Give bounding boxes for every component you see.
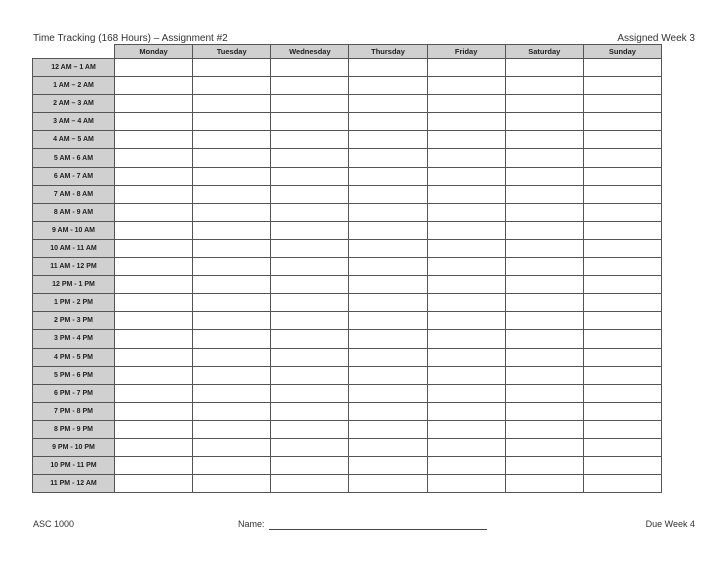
entry-cell-wednesday[interactable] — [271, 457, 349, 475]
entry-cell-friday[interactable] — [427, 221, 505, 239]
table-row — [33, 258, 662, 276]
entry-cell-sunday[interactable] — [583, 384, 661, 402]
entry-cell-monday[interactable] — [115, 438, 193, 456]
day-header-row — [33, 45, 662, 59]
entry-cell-sunday[interactable] — [583, 113, 661, 131]
day-header-tuesday: Tuesday — [193, 45, 271, 59]
entry-cell-saturday[interactable] — [505, 221, 583, 239]
entry-cell-tuesday[interactable] — [193, 402, 271, 420]
entry-cell-sunday[interactable] — [583, 203, 661, 221]
entry-cell-saturday[interactable] — [505, 475, 583, 493]
entry-cell-tuesday[interactable] — [193, 475, 271, 493]
entry-cell-sunday[interactable] — [583, 59, 661, 77]
entry-cell-monday[interactable] — [115, 59, 193, 77]
entry-cell-saturday[interactable] — [505, 113, 583, 131]
entry-cell-thursday[interactable] — [349, 77, 427, 95]
entry-cell-sunday[interactable] — [583, 366, 661, 384]
table-row — [33, 402, 662, 420]
entry-cell-monday[interactable] — [115, 312, 193, 330]
entry-cell-wednesday[interactable] — [271, 294, 349, 312]
entry-cell-thursday[interactable] — [349, 366, 427, 384]
entry-cell-monday[interactable] — [115, 330, 193, 348]
entry-cell-friday[interactable] — [427, 384, 505, 402]
entry-cell-tuesday[interactable] — [193, 438, 271, 456]
entry-cell-friday[interactable] — [427, 59, 505, 77]
day-header-sunday: Sunday — [583, 45, 661, 59]
table-row — [33, 312, 662, 330]
entry-cell-sunday[interactable] — [583, 167, 661, 185]
entry-cell-tuesday[interactable] — [193, 457, 271, 475]
entry-cell-monday[interactable] — [115, 185, 193, 203]
entry-cell-friday[interactable] — [427, 276, 505, 294]
entry-cell-monday[interactable] — [115, 167, 193, 185]
entry-cell-sunday[interactable] — [583, 149, 661, 167]
entry-cell-monday[interactable] — [115, 221, 193, 239]
entry-cell-tuesday[interactable] — [193, 185, 271, 203]
table-row — [33, 366, 662, 384]
entry-cell-saturday[interactable] — [505, 149, 583, 167]
entry-cell-saturday[interactable] — [505, 402, 583, 420]
entry-cell-tuesday[interactable] — [193, 330, 271, 348]
entry-cell-friday[interactable] — [427, 77, 505, 95]
entry-cell-thursday[interactable] — [349, 185, 427, 203]
time-slot-label: 11 PM - 12 AM — [33, 475, 115, 493]
entry-cell-monday[interactable] — [115, 475, 193, 493]
time-slot-label: 12 AM – 1 AM — [33, 59, 115, 77]
entry-cell-wednesday[interactable] — [271, 59, 349, 77]
entry-cell-thursday[interactable] — [349, 95, 427, 113]
entry-cell-tuesday[interactable] — [193, 221, 271, 239]
time-slot-label: 3 PM - 4 PM — [33, 330, 115, 348]
table-row — [33, 167, 662, 185]
entry-cell-friday[interactable] — [427, 402, 505, 420]
entry-cell-friday[interactable] — [427, 420, 505, 438]
entry-cell-monday[interactable] — [115, 203, 193, 221]
entry-cell-wednesday[interactable] — [271, 475, 349, 493]
entry-cell-tuesday[interactable] — [193, 348, 271, 366]
time-grid-body — [33, 59, 662, 493]
entry-cell-thursday[interactable] — [349, 438, 427, 456]
entry-cell-thursday[interactable] — [349, 475, 427, 493]
table-row — [33, 348, 662, 366]
entry-cell-wednesday[interactable] — [271, 330, 349, 348]
entry-cell-monday[interactable] — [115, 77, 193, 95]
entry-cell-saturday[interactable] — [505, 457, 583, 475]
entry-cell-wednesday[interactable] — [271, 221, 349, 239]
table-row — [33, 113, 662, 131]
entry-cell-wednesday[interactable] — [271, 149, 349, 167]
entry-cell-friday[interactable] — [427, 348, 505, 366]
corner-cell — [33, 45, 115, 59]
time-slot-label: 10 AM - 11 AM — [33, 239, 115, 257]
page-title: Time Tracking (168 Hours) – Assignment #2 — [33, 33, 228, 44]
time-slot-label: 5 AM - 6 AM — [33, 149, 115, 167]
entry-cell-saturday[interactable] — [505, 239, 583, 257]
day-header-wednesday: Wednesday — [271, 45, 349, 59]
entry-cell-sunday[interactable] — [583, 312, 661, 330]
time-slot-label: 7 PM - 8 PM — [33, 402, 115, 420]
table-row — [33, 384, 662, 402]
entry-cell-wednesday[interactable] — [271, 348, 349, 366]
entry-cell-saturday[interactable] — [505, 438, 583, 456]
time-slot-label: 9 PM - 10 PM — [33, 438, 115, 456]
entry-cell-sunday[interactable] — [583, 276, 661, 294]
entry-cell-wednesday[interactable] — [271, 185, 349, 203]
entry-cell-monday[interactable] — [115, 113, 193, 131]
table-row — [33, 420, 662, 438]
entry-cell-saturday[interactable] — [505, 294, 583, 312]
entry-cell-thursday[interactable] — [349, 167, 427, 185]
time-slot-label: 3 AM – 4 AM — [33, 113, 115, 131]
entry-cell-wednesday[interactable] — [271, 420, 349, 438]
due-week: Due Week 4 — [645, 519, 695, 529]
entry-cell-sunday[interactable] — [583, 438, 661, 456]
table-row — [33, 149, 662, 167]
entry-cell-tuesday[interactable] — [193, 77, 271, 95]
entry-cell-monday[interactable] — [115, 149, 193, 167]
name-field[interactable] — [238, 518, 487, 530]
entry-cell-sunday[interactable] — [583, 185, 661, 203]
entry-cell-saturday[interactable] — [505, 348, 583, 366]
course-code: ASC 1000 — [33, 519, 75, 529]
table-row — [33, 475, 662, 493]
entry-cell-wednesday[interactable] — [271, 95, 349, 113]
entry-cell-monday[interactable] — [115, 276, 193, 294]
entry-cell-wednesday[interactable] — [271, 77, 349, 95]
entry-cell-thursday[interactable] — [349, 294, 427, 312]
entry-cell-sunday[interactable] — [583, 420, 661, 438]
entry-cell-thursday[interactable] — [349, 312, 427, 330]
entry-cell-thursday[interactable] — [349, 221, 427, 239]
entry-cell-wednesday[interactable] — [271, 239, 349, 257]
time-slot-label: 7 AM - 8 AM — [33, 185, 115, 203]
time-slot-label: 8 PM - 9 PM — [33, 420, 115, 438]
entry-cell-monday[interactable] — [115, 131, 193, 149]
entry-cell-monday[interactable] — [115, 294, 193, 312]
name-underline[interactable] — [269, 519, 487, 530]
entry-cell-tuesday[interactable] — [193, 258, 271, 276]
entry-cell-tuesday[interactable] — [193, 276, 271, 294]
entry-cell-monday[interactable] — [115, 348, 193, 366]
entry-cell-tuesday[interactable] — [193, 131, 271, 149]
entry-cell-thursday[interactable] — [349, 113, 427, 131]
entry-cell-friday[interactable] — [427, 131, 505, 149]
name-label: Name: — [238, 519, 265, 529]
entry-cell-thursday[interactable] — [349, 457, 427, 475]
entry-cell-saturday[interactable] — [505, 131, 583, 149]
entry-cell-friday[interactable] — [427, 167, 505, 185]
entry-cell-tuesday[interactable] — [193, 312, 271, 330]
entry-cell-monday[interactable] — [115, 402, 193, 420]
table-row — [33, 185, 662, 203]
entry-cell-saturday[interactable] — [505, 384, 583, 402]
entry-cell-saturday[interactable] — [505, 312, 583, 330]
entry-cell-monday[interactable] — [115, 457, 193, 475]
time-slot-label: 1 PM - 2 PM — [33, 294, 115, 312]
entry-cell-friday[interactable] — [427, 149, 505, 167]
entry-cell-monday[interactable] — [115, 95, 193, 113]
table-row — [33, 59, 662, 77]
entry-cell-sunday[interactable] — [583, 258, 661, 276]
day-header-saturday: Saturday — [505, 45, 583, 59]
entry-cell-friday[interactable] — [427, 438, 505, 456]
entry-cell-tuesday[interactable] — [193, 95, 271, 113]
entry-cell-thursday[interactable] — [349, 59, 427, 77]
entry-cell-wednesday[interactable] — [271, 402, 349, 420]
time-slot-label: 6 AM - 7 AM — [33, 167, 115, 185]
entry-cell-saturday[interactable] — [505, 258, 583, 276]
entry-cell-saturday[interactable] — [505, 276, 583, 294]
time-slot-label: 12 PM - 1 PM — [33, 276, 115, 294]
table-row — [33, 438, 662, 456]
day-header-thursday: Thursday — [349, 45, 427, 59]
entry-cell-thursday[interactable] — [349, 258, 427, 276]
entry-cell-monday[interactable] — [115, 239, 193, 257]
entry-cell-saturday[interactable] — [505, 167, 583, 185]
entry-cell-saturday[interactable] — [505, 366, 583, 384]
entry-cell-tuesday[interactable] — [193, 366, 271, 384]
entry-cell-monday[interactable] — [115, 384, 193, 402]
entry-cell-friday[interactable] — [427, 185, 505, 203]
entry-cell-wednesday[interactable] — [271, 167, 349, 185]
entry-cell-saturday[interactable] — [505, 59, 583, 77]
entry-cell-wednesday[interactable] — [271, 131, 349, 149]
entry-cell-sunday[interactable] — [583, 475, 661, 493]
entry-cell-wednesday[interactable] — [271, 113, 349, 131]
entry-cell-friday[interactable] — [427, 330, 505, 348]
entry-cell-saturday[interactable] — [505, 77, 583, 95]
table-row — [33, 276, 662, 294]
entry-cell-tuesday[interactable] — [193, 59, 271, 77]
entry-cell-wednesday[interactable] — [271, 203, 349, 221]
entry-cell-wednesday[interactable] — [271, 384, 349, 402]
table-row — [33, 221, 662, 239]
entry-cell-thursday[interactable] — [349, 131, 427, 149]
time-slot-label: 1 AM – 2 AM — [33, 77, 115, 95]
entry-cell-tuesday[interactable] — [193, 149, 271, 167]
time-slot-label: 6 PM - 7 PM — [33, 384, 115, 402]
entry-cell-monday[interactable] — [115, 366, 193, 384]
entry-cell-saturday[interactable] — [505, 203, 583, 221]
time-slot-label: 11 AM - 12 PM — [33, 258, 115, 276]
entry-cell-thursday[interactable] — [349, 330, 427, 348]
entry-cell-sunday[interactable] — [583, 294, 661, 312]
entry-cell-thursday[interactable] — [349, 402, 427, 420]
entry-cell-monday[interactable] — [115, 420, 193, 438]
entry-cell-sunday[interactable] — [583, 330, 661, 348]
entry-cell-friday[interactable] — [427, 95, 505, 113]
entry-cell-saturday[interactable] — [505, 330, 583, 348]
entry-cell-tuesday[interactable] — [193, 167, 271, 185]
entry-cell-thursday[interactable] — [349, 384, 427, 402]
entry-cell-wednesday[interactable] — [271, 312, 349, 330]
time-tracking-table — [32, 44, 662, 493]
entry-cell-sunday[interactable] — [583, 77, 661, 95]
entry-cell-saturday[interactable] — [505, 95, 583, 113]
entry-cell-friday[interactable] — [427, 457, 505, 475]
entry-cell-saturday[interactable] — [505, 420, 583, 438]
entry-cell-sunday[interactable] — [583, 402, 661, 420]
entry-cell-tuesday[interactable] — [193, 294, 271, 312]
entry-cell-sunday[interactable] — [583, 457, 661, 475]
entry-cell-tuesday[interactable] — [193, 203, 271, 221]
time-slot-label: 10 PM - 11 PM — [33, 457, 115, 475]
entry-cell-friday[interactable] — [427, 239, 505, 257]
entry-cell-thursday[interactable] — [349, 203, 427, 221]
entry-cell-friday[interactable] — [427, 113, 505, 131]
table-row — [33, 131, 662, 149]
table-row — [33, 77, 662, 95]
entry-cell-thursday[interactable] — [349, 239, 427, 257]
entry-cell-thursday[interactable] — [349, 149, 427, 167]
entry-cell-wednesday[interactable] — [271, 258, 349, 276]
time-slot-label: 5 PM - 6 PM — [33, 366, 115, 384]
assigned-week: Assigned Week 3 — [617, 33, 695, 44]
entry-cell-friday[interactable] — [427, 312, 505, 330]
time-slot-label: 8 AM - 9 AM — [33, 203, 115, 221]
entry-cell-friday[interactable] — [427, 203, 505, 221]
table-row — [33, 95, 662, 113]
entry-cell-sunday[interactable] — [583, 348, 661, 366]
table-row — [33, 239, 662, 257]
entry-cell-friday[interactable] — [427, 475, 505, 493]
time-slot-label: 2 PM - 3 PM — [33, 312, 115, 330]
time-slot-label: 4 PM - 5 PM — [33, 348, 115, 366]
entry-cell-wednesday[interactable] — [271, 438, 349, 456]
entry-cell-friday[interactable] — [427, 366, 505, 384]
entry-cell-thursday[interactable] — [349, 420, 427, 438]
entry-cell-wednesday[interactable] — [271, 366, 349, 384]
entry-cell-sunday[interactable] — [583, 221, 661, 239]
time-slot-label: 2 AM – 3 AM — [33, 95, 115, 113]
entry-cell-tuesday[interactable] — [193, 113, 271, 131]
entry-cell-tuesday[interactable] — [193, 420, 271, 438]
table-row — [33, 294, 662, 312]
entry-cell-tuesday[interactable] — [193, 239, 271, 257]
entry-cell-thursday[interactable] — [349, 276, 427, 294]
table-row — [33, 203, 662, 221]
entry-cell-thursday[interactable] — [349, 348, 427, 366]
entry-cell-wednesday[interactable] — [271, 276, 349, 294]
entry-cell-friday[interactable] — [427, 258, 505, 276]
entry-cell-sunday[interactable] — [583, 131, 661, 149]
day-header-friday: Friday — [427, 45, 505, 59]
day-header-monday: Monday — [115, 45, 193, 59]
entry-cell-saturday[interactable] — [505, 185, 583, 203]
time-slot-label: 4 AM – 5 AM — [33, 131, 115, 149]
time-slot-label: 9 AM - 10 AM — [33, 221, 115, 239]
table-row — [33, 457, 662, 475]
table-row — [33, 330, 662, 348]
entry-cell-tuesday[interactable] — [193, 384, 271, 402]
entry-cell-sunday[interactable] — [583, 239, 661, 257]
entry-cell-friday[interactable] — [427, 294, 505, 312]
entry-cell-monday[interactable] — [115, 258, 193, 276]
entry-cell-sunday[interactable] — [583, 95, 661, 113]
